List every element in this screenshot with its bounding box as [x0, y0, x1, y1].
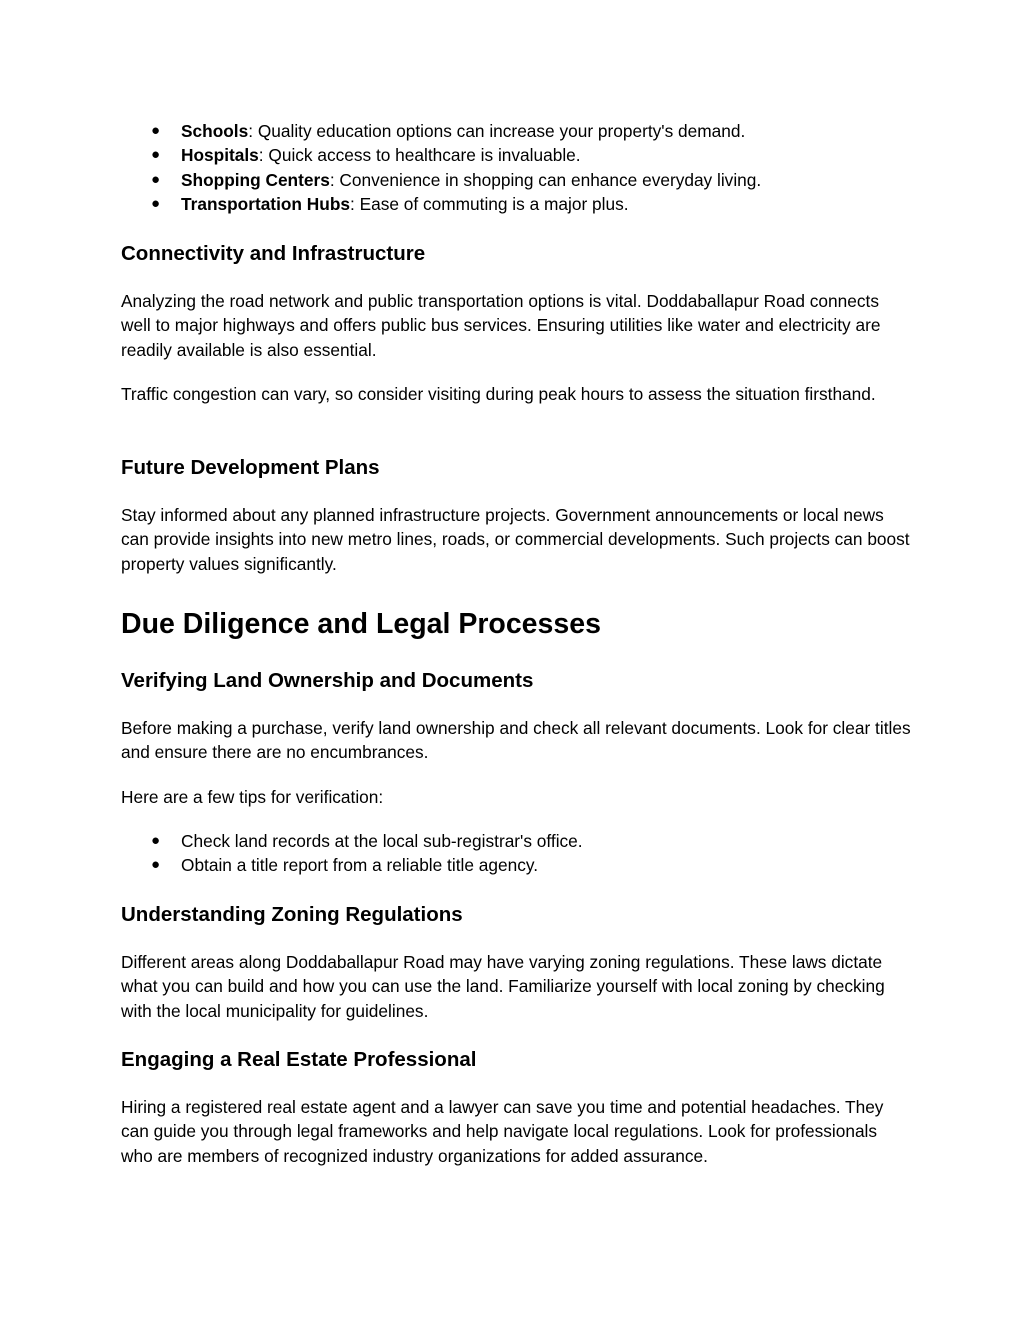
list-item-desc: : Quality education options can increase your property's demand.: [248, 121, 746, 141]
list-item-text: Obtain a title report from a reliable title agency.: [181, 855, 538, 876]
future-heading: Future Development Plans: [121, 456, 380, 479]
list-item-term: Hospitals: [181, 145, 259, 166]
connectivity-paragraph-2: Traffic congestion can vary, so consider visiting during peak hours to assess the situation firsthand.: [121, 384, 876, 404]
list-item-desc: : Quick access to healthcare is invaluable.: [258, 145, 581, 166]
list-item: [121, 853, 583, 877]
verifying-paragraph-1: Before making a purchase, verify land ownership and check all relevant documents. Look for clear titles and ensure there are no encumbrances.: [121, 718, 911, 763]
list-item: [121, 829, 583, 853]
zoning-heading: Understanding Zoning Regulations: [121, 903, 463, 926]
verifying-paragraph-2: Here are a few tips for verification:: [121, 787, 384, 807]
list-item-term: Transportation Hubs: [181, 193, 350, 214]
bullet-icon: ●: [151, 170, 161, 188]
list-item: [121, 192, 761, 216]
connectivity-paragraph-1: Analyzing the road network and public transportation options is vital. Doddaballapur Road connects well to major highways and offers public bus services. Ensuring utilities like water and electricity are readily available is also essential.: [121, 291, 881, 360]
bullet-icon: ●: [151, 146, 161, 164]
amenities-list: [121, 119, 761, 216]
zoning-paragraph: Different areas along Doddaballapur Road may have varying zoning regulations. These laws dictate what you can build and how you can use the land. Familiarize yourself with local zoning by checking with the local municipality for guidelines.: [121, 952, 885, 1021]
list-item: [121, 143, 761, 167]
list-item-term: Shopping Centers: [181, 169, 330, 190]
list-item: [121, 168, 761, 192]
bullet-icon: ●: [151, 832, 161, 849]
verification-tips-list: [121, 829, 583, 878]
connectivity-heading: Connectivity and Infrastructure: [121, 242, 426, 265]
list-item-term: Schools: [181, 121, 249, 141]
list-item-text: Check land records at the local sub-registrar's office.: [181, 831, 583, 851]
professional-heading: Engaging a Real Estate Professional: [121, 1048, 477, 1071]
list-item-desc: : Convenience in shopping can enhance everyday living.: [329, 169, 762, 190]
future-paragraph: Stay informed about any planned infrastructure projects. Government announcements or local news can provide insights into new metro lines, roads, or commercial developments. Such projects can boost property values significantly.: [121, 505, 910, 574]
list-item: [121, 119, 761, 143]
list-item-desc: : Ease of commuting is a major plus.: [349, 193, 629, 214]
due-diligence-heading: Due Diligence and Legal Processes: [121, 608, 601, 640]
professional-paragraph: Hiring a registered real estate agent and a lawyer can save you time and potential headaches. They can guide you through legal frameworks and help navigate local regulations. Look for professionals who are members of recognized industry organizations for added assurance.: [121, 1097, 884, 1166]
verifying-heading: Verifying Land Ownership and Documents: [121, 669, 534, 692]
bullet-icon: ●: [151, 194, 161, 212]
bullet-icon: ●: [151, 856, 161, 874]
bullet-icon: ●: [151, 122, 161, 139]
